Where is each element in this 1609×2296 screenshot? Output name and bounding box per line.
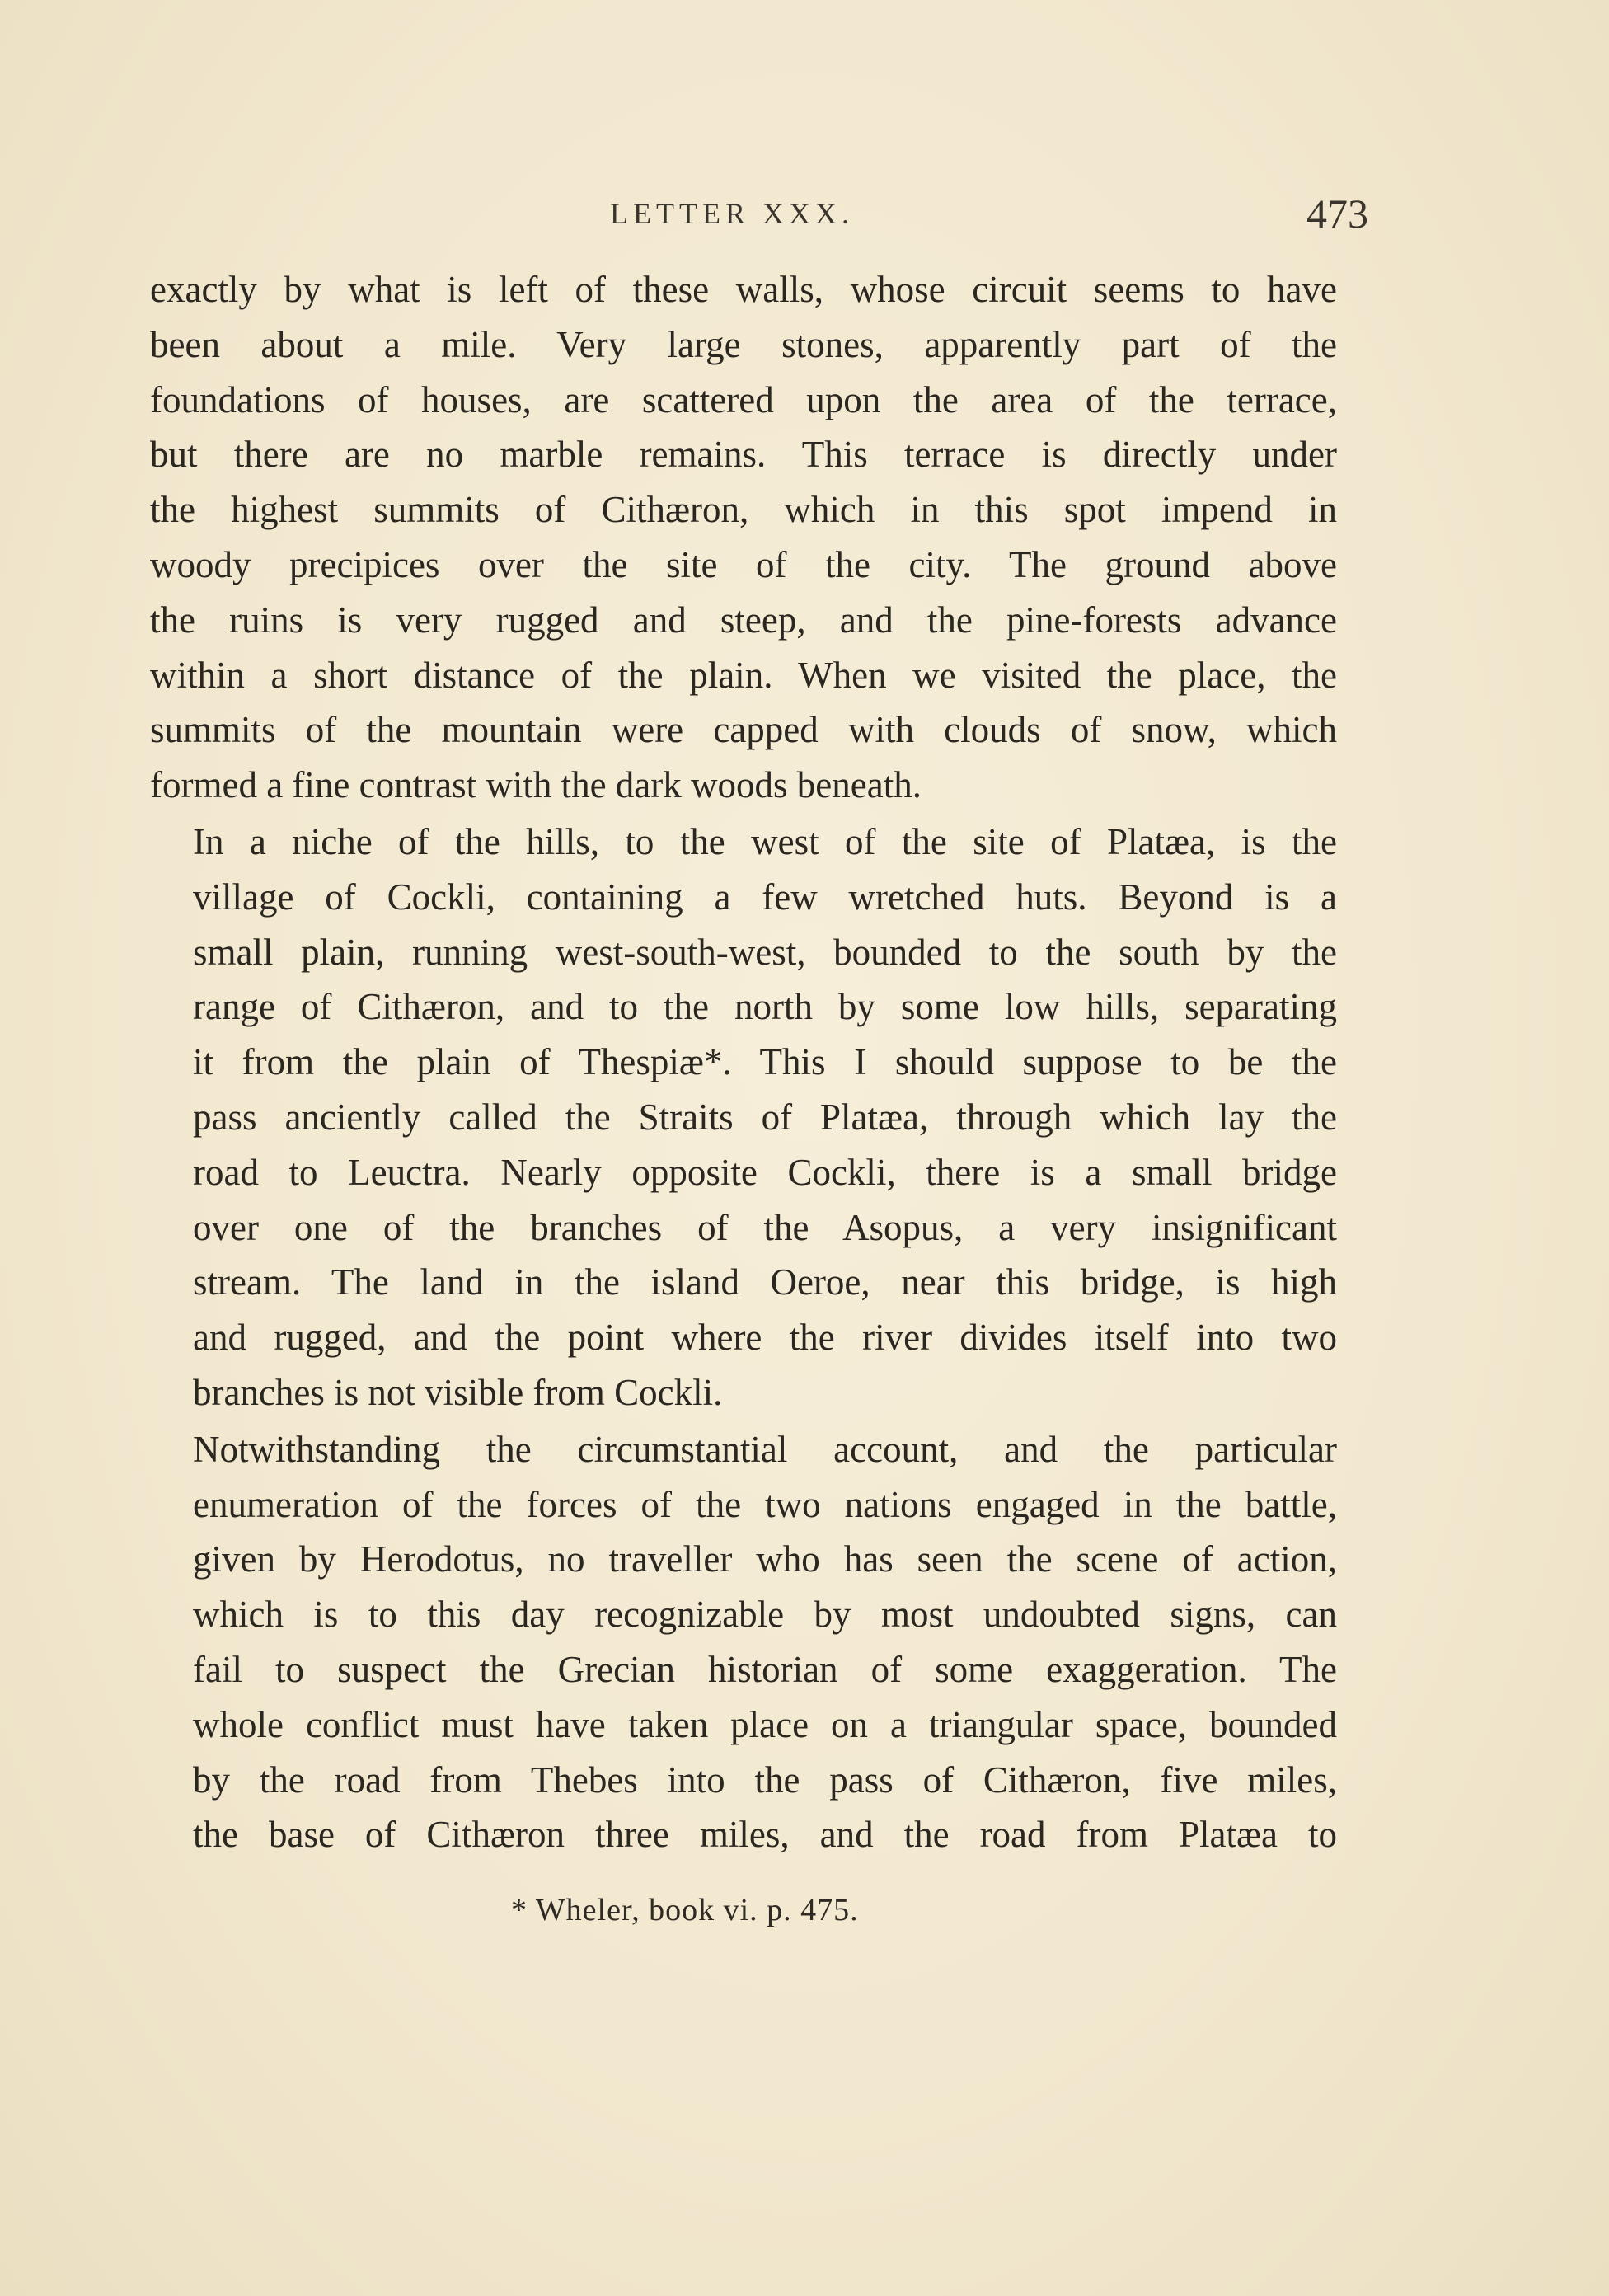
text-line: given by Herodotus, no traveller who has seen the scene of action, — [193, 1538, 1337, 1580]
text-line: and rugged, and the point where the river divides itself into two — [193, 1317, 1337, 1359]
page-number: 473 — [1306, 190, 1368, 237]
running-head: LETTER XXX. — [610, 197, 854, 230]
paragraph-2 — [150, 815, 1337, 1420]
footnote: * Wheler, book vi. p. 475. — [511, 1893, 859, 1927]
text-line: pass anciently called the Straits of Platæa, through which lay the — [193, 1096, 1337, 1138]
page-header — [148, 190, 1368, 247]
text-line: summits of the mountain were capped with clouds of snow, which — [150, 709, 1337, 751]
text-line: branches is not visible from Cockli. — [193, 1371, 723, 1413]
paragraph-1 — [150, 262, 1337, 813]
text-line: the ruins is very rugged and steep, and the pine-forests advance — [150, 599, 1337, 641]
text-line: by the road from Thebes into the pass of Cithæron, five miles, — [193, 1758, 1337, 1801]
text-line: over one of the branches of the Asopus, a very insignificant — [193, 1206, 1337, 1248]
text-line: stream. The land in the island Oeroe, near this bridge, is high — [193, 1261, 1337, 1303]
text-line: woody precipices over the site of the city. The ground above — [150, 543, 1337, 585]
text-line: within a short distance of the plain. When we visited the place, the — [150, 654, 1337, 696]
text-line: whole conflict must have taken place on a triangular space, bounded — [193, 1703, 1337, 1745]
text-line: foundations of houses, are scattered upon the area of the terrace, — [150, 378, 1337, 420]
text-line: been about a mile. Very large stones, apparently part of the — [150, 323, 1337, 365]
text-line: enumeration of the forces of the two nations engaged in the battle, — [193, 1483, 1337, 1525]
paragraph-3 — [150, 1422, 1337, 1862]
text-line: Notwithstanding the circumstantial account, and the particular — [193, 1428, 1337, 1470]
text-line: but there are no marble remains. This terrace is directly under — [150, 434, 1337, 476]
text-line: it from the plain of Thespiæ*. This I should suppose to be the — [193, 1041, 1337, 1083]
text-line: In a niche of the hills, to the west of the site of Platæa, is the — [193, 820, 1337, 862]
text-line: village of Cockli, containing a few wretched huts. Beyond is a — [193, 876, 1337, 918]
text-line: fail to suspect the Grecian historian of some exaggeration. The — [193, 1648, 1337, 1690]
text-line: the base of Cithæron three miles, and the road from Platæa to — [193, 1814, 1337, 1856]
text-line: range of Cithæron, and to the north by some low hills, separating — [193, 986, 1337, 1028]
text-line: which is to this day recognizable by most undoubted signs, can — [193, 1594, 1337, 1636]
text-line: road to Leuctra. Nearly opposite Cockli, there is a small bridge — [193, 1151, 1337, 1193]
text-line: small plain, running west-south-west, bounded to the south by the — [193, 931, 1337, 973]
body-text — [150, 262, 1337, 1862]
text-line: exactly by what is left of these walls, whose circuit seems to have — [150, 269, 1337, 310]
text-line: the highest summits of Cithæron, which in this spot impend in — [150, 489, 1337, 531]
text-line: formed a fine contrast with the dark woods beneath. — [150, 764, 922, 806]
